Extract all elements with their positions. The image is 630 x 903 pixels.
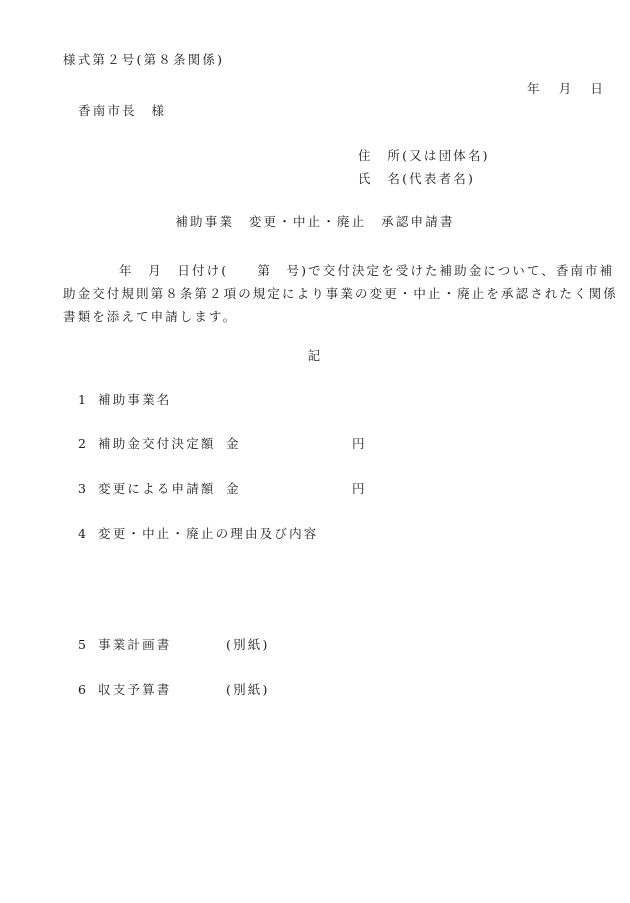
amount-unit: 円 <box>352 481 367 496</box>
attachment-note: (別紙) <box>226 682 270 697</box>
date-year: 年 <box>527 81 542 96</box>
item-label: 変更による申請額 <box>98 481 216 496</box>
body-line-1: 年 月 日付け( 第 号)で交付決定を受けた補助金について、香南市補 <box>119 263 615 278</box>
date-line <box>527 81 605 97</box>
ki-heading: 記 <box>307 348 323 363</box>
list-item <box>78 392 172 408</box>
item-label: 補助事業名 <box>98 392 172 407</box>
item-label: 事業計画書 <box>98 637 172 652</box>
item-label: 変更・中止・廃止の理由及び内容 <box>98 526 319 541</box>
item-number: 3 <box>78 481 89 496</box>
amount-label: 金 <box>226 481 241 496</box>
date-day: 日 <box>590 81 606 96</box>
item-number: 1 <box>78 392 89 407</box>
item-label: 収支予算書 <box>98 682 172 697</box>
item-number: 5 <box>78 637 89 652</box>
item-number: 4 <box>78 526 89 541</box>
item-number: 6 <box>78 682 89 697</box>
list-item <box>78 526 319 542</box>
amount-label: 金 <box>226 436 241 451</box>
body-paragraph <box>63 259 618 328</box>
applicant-name-label: 氏 名(代表者名) <box>358 171 476 186</box>
list-item <box>78 436 367 452</box>
item-label: 補助金交付決定額 <box>98 436 216 451</box>
form-number: 様式第２号(第８条関係) <box>63 52 225 67</box>
document-title: 補助事業 変更・中止・廃止 承認申請書 <box>175 214 455 229</box>
amount-unit: 円 <box>352 436 367 451</box>
applicant-address-label: 住 所(又は団体名) <box>358 148 490 163</box>
body-line-3: 書類を添えて申請します。 <box>63 309 238 324</box>
body-line-2: 助金交付規則第８条第２項の規定により事業の変更・中止・廃止を承認されたく関係 <box>63 286 618 301</box>
list-item <box>78 481 367 497</box>
addressee: 香南市長 様 <box>78 103 167 118</box>
item-number: 2 <box>78 436 89 451</box>
list-item <box>78 682 270 698</box>
list-item <box>78 637 270 653</box>
attachment-note: (別紙) <box>226 637 270 652</box>
date-month: 月 <box>558 81 574 96</box>
